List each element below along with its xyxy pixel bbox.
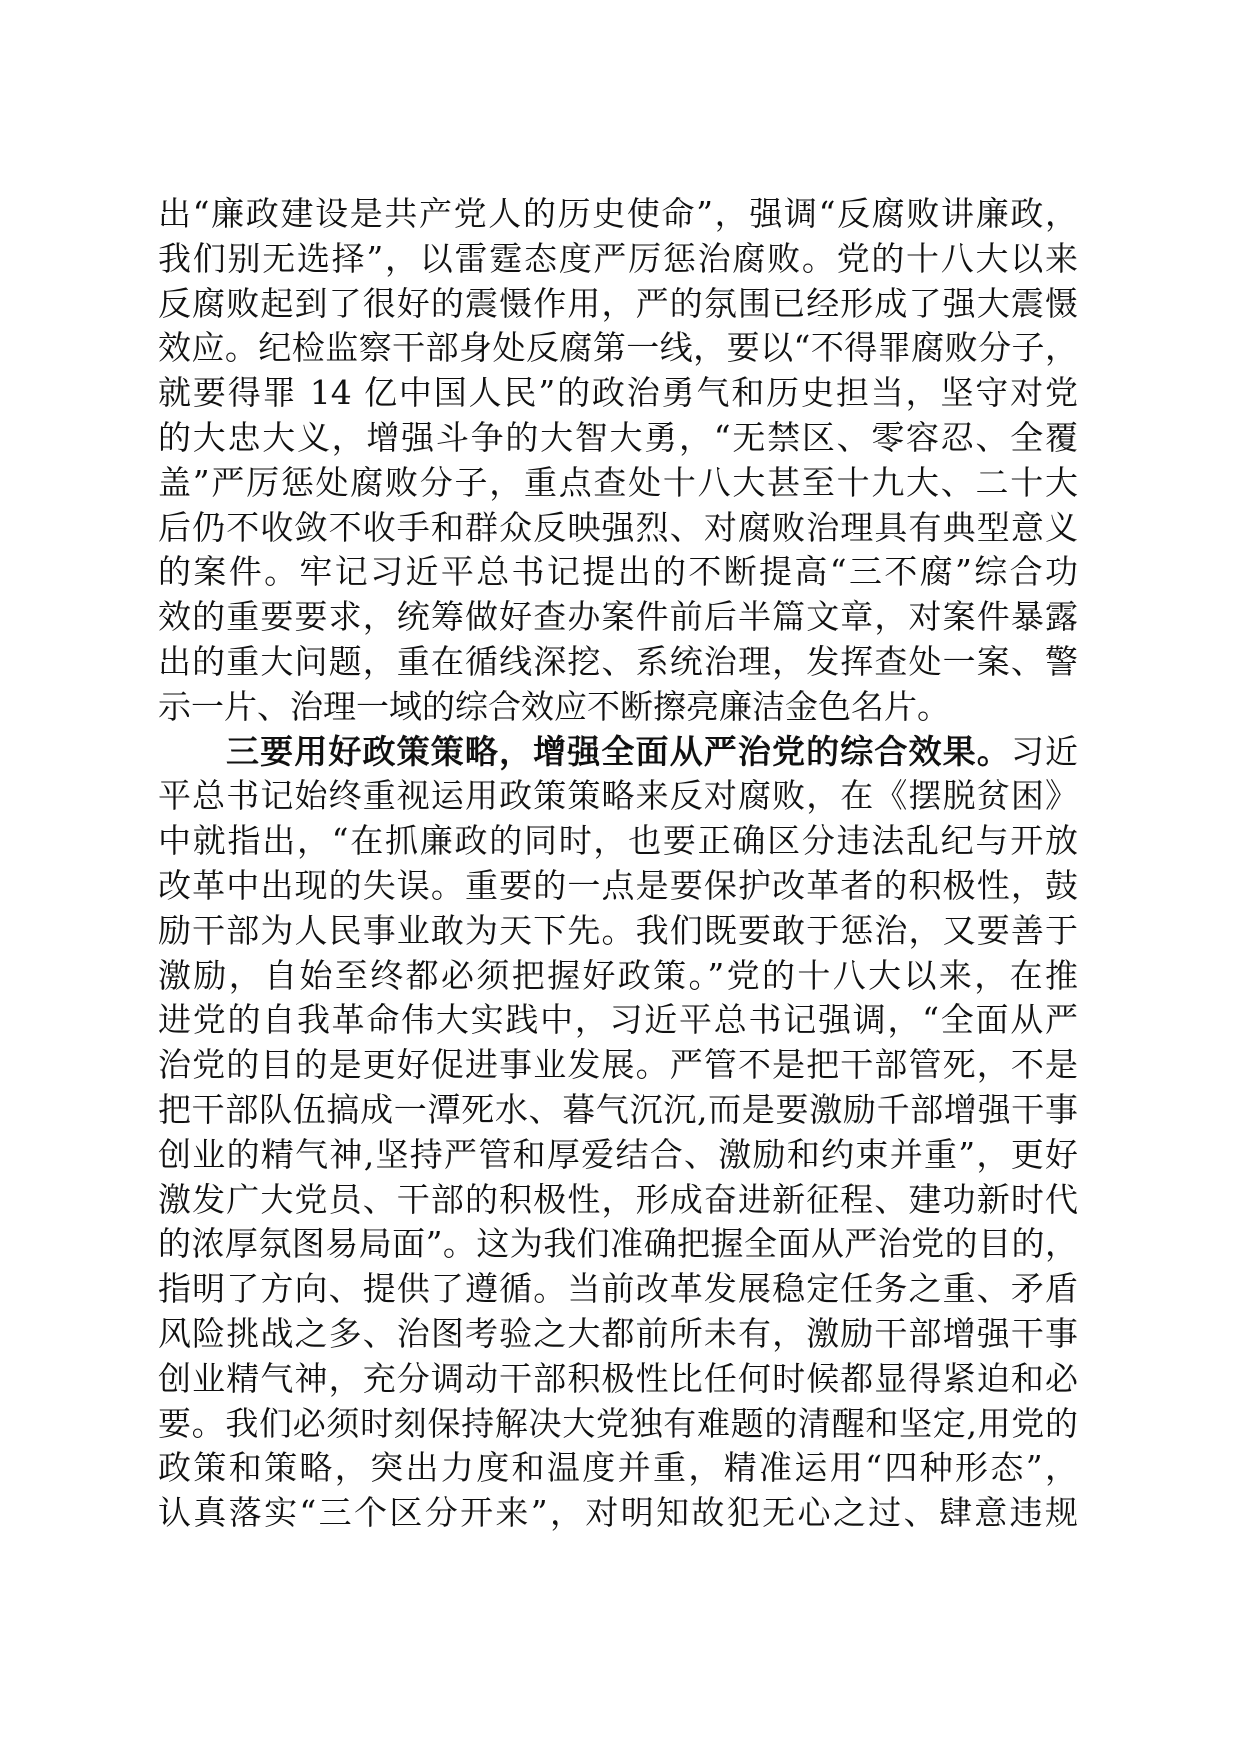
text-line: 反腐败起到了很好的震慑作用，严的氛围已经形成了强大震慑: [158, 283, 1078, 323]
text-line: 盖”严厉惩处腐败分子，重点查处十八大甚至十九大、二十大: [158, 462, 1078, 502]
text-line: 的案件。牢记习近平总书记提出的不断提高“三不腐”综合功: [158, 552, 1078, 592]
text-line: 创业的精气神,坚持严管和厚爱结合、激励和约束并重”，更好: [158, 1134, 1078, 1174]
text-line: 励干部为人民事业敢为天下先。我们既要敢于惩治，又要善于: [158, 910, 1078, 950]
text-line: 改革中出现的失误。重要的一点是要保护改革者的积极性，鼓: [158, 865, 1078, 905]
text-line: 指明了方向、提供了遵循。当前改革发展稳定任务之重、矛盾: [158, 1269, 1078, 1309]
text-line: 示一片、治理一域的综合效应不断擦亮廉洁金色名片。: [158, 686, 950, 726]
text-line: 的浓厚氛图易局面”。这为我们准确把握全面从严治党的目的，: [158, 1224, 1078, 1264]
text-line: 就要得罪 14 亿中国人民”的政治勇气和历史担当，坚守对党: [158, 373, 1078, 413]
text-line: 中就指出，“在抓廉政的同时，也要正确区分违法乱纪与开放: [158, 821, 1078, 861]
text-line: 出“廉政建设是共产党人的历史使命”，强调“反腐败讲廉政，: [158, 194, 1078, 233]
text-line: 效应。纪检监察干部身处反腐第一线，要以“不得罪腐败分子，: [158, 328, 1078, 368]
text-line: 激励，自始至终都必须把握好政策。”党的十八大以来，在推: [158, 955, 1078, 995]
paragraph-1: [158, 192, 1078, 730]
text-line: 效的重要要求，统筹做好查办案件前后半篇文章，对案件暴露: [158, 597, 1078, 637]
text-line: 激发广大党员、干部的积极性，形成奋进新征程、建功新时代: [158, 1179, 1078, 1219]
paragraph-heading: 三要用好政策策略，增强全面从严治党的综合效果。: [226, 731, 1011, 771]
text-line: 政策和策略，突出力度和温度并重，精准运用“四种形态”，: [158, 1448, 1078, 1488]
text-line: 风险挑战之多、治图考验之大都前所未有，激励干部增强干事: [158, 1313, 1078, 1353]
text-line: 要。我们必须时刻保持解决大党独有难题的清醒和坚定,用党的: [158, 1403, 1078, 1443]
text-line: 的大忠大义，增强斗争的大智大勇，“无禁区、零容忍、全覆: [158, 417, 1078, 457]
text-line: 出的重大问题，重在循线深挖、系统治理，发挥查处一案、警: [158, 641, 1078, 681]
body-text: [158, 192, 1078, 1536]
paragraph-heading-line: [158, 730, 1078, 775]
text-line: 治党的目的是更好促进事业发展。严管不是把干部管死，不是: [158, 1045, 1078, 1085]
text-line: 后仍不收敛不收手和群众反映强烈、对腐败治理具有典型意义: [158, 507, 1078, 547]
heading-line-rest: 习近: [1010, 731, 1078, 771]
text-line: 创业精气神，充分调动干部积极性比任何时候都显得紧迫和必: [158, 1358, 1078, 1398]
paragraph-2: [158, 730, 1078, 1536]
text-line: 平总书记始终重视运用政策策略来反对腐败，在《摆脱贫困》: [158, 776, 1078, 816]
text-line: 进党的自我革命伟大实践中，习近平总书记强调，“全面从严: [158, 1000, 1078, 1040]
text-line: 认真落实“三个区分开来”，对明知故犯无心之过、肆意违规: [158, 1493, 1078, 1533]
text-line: 我们别无选择”，以雷霆态度严厉惩治腐败。党的十八大以来: [158, 238, 1078, 278]
text-line: 把干部队伍搞成一潭死水、暮气沉沉,而是要激励千部增强干事: [158, 1089, 1078, 1129]
